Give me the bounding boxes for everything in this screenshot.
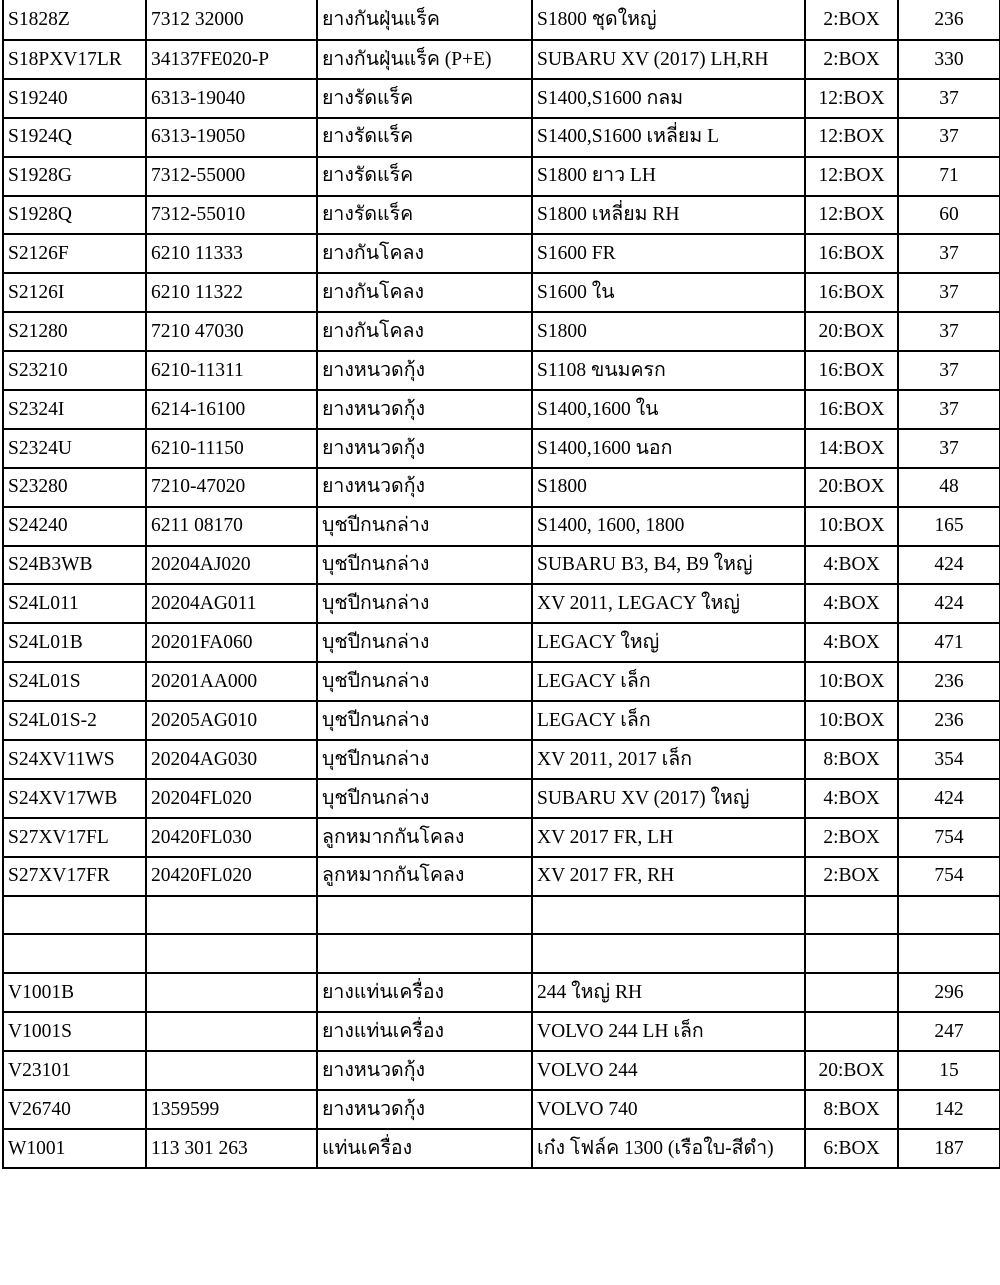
application-cell: S1600 FR [532, 234, 805, 273]
item-code-cell: S18PXV17LR [3, 40, 146, 79]
part-number-cell: 6210 11322 [146, 273, 317, 312]
pack-size-cell: 12:BOX [805, 157, 898, 196]
application-cell: S1800 [532, 312, 805, 351]
price-cell: 236 [898, 701, 1000, 740]
table-row [3, 973, 1000, 1012]
description-cell: ยางกันโคลง [317, 312, 532, 351]
part-number-cell [146, 1051, 317, 1090]
table-row [3, 468, 1000, 507]
application-cell: S1600 ใน [532, 273, 805, 312]
price-cell: 424 [898, 546, 1000, 585]
application-cell: 244 ใหญ่ RH [532, 973, 805, 1012]
part-number-cell: 6313-19050 [146, 118, 317, 157]
table-row [3, 234, 1000, 273]
table-row [3, 429, 1000, 468]
part-number-cell: 7210 47030 [146, 312, 317, 351]
price-cell: 354 [898, 740, 1000, 779]
part-number-cell [146, 934, 317, 973]
item-code-cell: S24B3WB [3, 546, 146, 585]
item-code-cell: S24XV11WS [3, 740, 146, 779]
table-row [3, 818, 1000, 857]
price-cell: 48 [898, 468, 1000, 507]
price-cell: 37 [898, 312, 1000, 351]
price-cell: 60 [898, 196, 1000, 235]
price-cell: 296 [898, 973, 1000, 1012]
application-cell: S1800 ยาว LH [532, 157, 805, 196]
description-cell: บุชปีกนกล่าง [317, 546, 532, 585]
item-code-cell: S19240 [3, 79, 146, 118]
part-number-cell: 20201FA060 [146, 623, 317, 662]
description-cell: ยางรัดแร็ค [317, 196, 532, 235]
table-row [3, 157, 1000, 196]
pack-size-cell: 16:BOX [805, 234, 898, 273]
pack-size-cell: 10:BOX [805, 701, 898, 740]
pack-size-cell: 10:BOX [805, 507, 898, 546]
item-code-cell: S2324U [3, 429, 146, 468]
price-cell: 37 [898, 273, 1000, 312]
item-code-cell: V26740 [3, 1090, 146, 1129]
pack-size-cell: 12:BOX [805, 79, 898, 118]
pack-size-cell: 8:BOX [805, 1090, 898, 1129]
description-cell: ยางหนวดกุ้ง [317, 390, 532, 429]
application-cell: SUBARU B3, B4, B9 ใหญ่ [532, 546, 805, 585]
price-cell: 187 [898, 1129, 1000, 1168]
description-cell: บุชปีกนกล่าง [317, 662, 532, 701]
pack-size-cell: 4:BOX [805, 584, 898, 623]
description-cell: แท่นเครื่อง [317, 1129, 532, 1168]
description-cell: ยางหนวดกุ้ง [317, 429, 532, 468]
part-number-cell: 7210-47020 [146, 468, 317, 507]
application-cell: S1400,S1600 เหลี่ยม L [532, 118, 805, 157]
part-number-cell: 20204AJ020 [146, 546, 317, 585]
price-cell: 754 [898, 857, 1000, 896]
table-row [3, 351, 1000, 390]
table-row [3, 1129, 1000, 1168]
pack-size-cell: 10:BOX [805, 662, 898, 701]
table-row [3, 507, 1000, 546]
application-cell: XV 2011, LEGACY ใหญ่ [532, 584, 805, 623]
pack-size-cell: 4:BOX [805, 623, 898, 662]
price-cell: 37 [898, 390, 1000, 429]
price-cell: 236 [898, 662, 1000, 701]
part-number-cell: 20205AG010 [146, 701, 317, 740]
item-code-cell: S27XV17FR [3, 857, 146, 896]
part-number-cell [146, 896, 317, 935]
item-code-cell: S1928Q [3, 196, 146, 235]
pack-size-cell: 8:BOX [805, 740, 898, 779]
part-number-cell: 6210 11333 [146, 234, 317, 273]
price-cell [898, 896, 1000, 935]
pack-size-cell [805, 1012, 898, 1051]
item-code-cell: V1001S [3, 1012, 146, 1051]
application-cell: LEGACY เล็ก [532, 662, 805, 701]
description-cell: ยางรัดแร็ค [317, 157, 532, 196]
table-row [3, 662, 1000, 701]
part-number-cell: 7312-55000 [146, 157, 317, 196]
price-cell: 165 [898, 507, 1000, 546]
item-code-cell: S24L01S-2 [3, 701, 146, 740]
pack-size-cell: 20:BOX [805, 468, 898, 507]
part-number-cell: 20201AA000 [146, 662, 317, 701]
part-number-cell: 6210-11311 [146, 351, 317, 390]
table-row [3, 79, 1000, 118]
description-cell: ยางแท่นเครื่อง [317, 973, 532, 1012]
pack-size-cell: 12:BOX [805, 196, 898, 235]
description-cell: บุชปีกนกล่าง [317, 584, 532, 623]
item-code-cell: S23210 [3, 351, 146, 390]
description-cell: ลูกหมากกันโคลง [317, 857, 532, 896]
item-code-cell: S2126F [3, 234, 146, 273]
price-cell: 471 [898, 623, 1000, 662]
item-code-cell: S1828Z [3, 0, 146, 40]
price-cell: 142 [898, 1090, 1000, 1129]
description-cell: ยางหนวดกุ้ง [317, 351, 532, 390]
table-row [3, 40, 1000, 79]
part-number-cell: 20420FL020 [146, 857, 317, 896]
pack-size-cell: 16:BOX [805, 273, 898, 312]
pack-size-cell: 12:BOX [805, 118, 898, 157]
table-row [3, 312, 1000, 351]
application-cell: S1800 [532, 468, 805, 507]
description-cell: ยางรัดแร็ค [317, 118, 532, 157]
item-code-cell: W1001 [3, 1129, 146, 1168]
part-number-cell: 20204AG030 [146, 740, 317, 779]
description-cell: บุชปีกนกล่าง [317, 623, 532, 662]
price-cell: 754 [898, 818, 1000, 857]
application-cell: S1108 ขนมครก [532, 351, 805, 390]
application-cell: XV 2017 FR, RH [532, 857, 805, 896]
application-cell: VOLVO 244 LH เล็ก [532, 1012, 805, 1051]
table-row [3, 1090, 1000, 1129]
item-code-cell: V1001B [3, 973, 146, 1012]
price-cell: 37 [898, 429, 1000, 468]
description-cell: บุชปีกนกล่าง [317, 779, 532, 818]
part-number-cell: 1359599 [146, 1090, 317, 1129]
item-code-cell: S2126I [3, 273, 146, 312]
pack-size-cell: 16:BOX [805, 390, 898, 429]
part-number-cell: 7312-55010 [146, 196, 317, 235]
table-row [3, 1051, 1000, 1090]
price-cell: 37 [898, 351, 1000, 390]
table-row [3, 623, 1000, 662]
part-number-cell: 6313-19040 [146, 79, 317, 118]
item-code-cell: S23280 [3, 468, 146, 507]
application-cell: S1400,S1600 กลม [532, 79, 805, 118]
part-number-cell: 6214-16100 [146, 390, 317, 429]
description-cell: บุชปีกนกล่าง [317, 701, 532, 740]
application-cell: XV 2011, 2017 เล็ก [532, 740, 805, 779]
price-cell: 236 [898, 0, 1000, 40]
description-cell: ยางกันโคลง [317, 234, 532, 273]
table-row [3, 546, 1000, 585]
application-cell: เก๋ง โฟล์ค 1300 (เรือใบ-สีดำ) [532, 1129, 805, 1168]
pack-size-cell: 4:BOX [805, 779, 898, 818]
price-cell: 37 [898, 118, 1000, 157]
item-code-cell: S1924Q [3, 118, 146, 157]
pack-size-cell: 2:BOX [805, 0, 898, 40]
application-cell: S1400,1600 นอก [532, 429, 805, 468]
table-row [3, 896, 1000, 935]
description-cell: ลูกหมากกันโคลง [317, 818, 532, 857]
price-cell: 424 [898, 584, 1000, 623]
application-cell: S1800 ชุดใหญ่ [532, 0, 805, 40]
description-cell: ยางรัดแร็ค [317, 79, 532, 118]
price-cell: 37 [898, 79, 1000, 118]
table-row [3, 1012, 1000, 1051]
description-cell: ยางหนวดกุ้ง [317, 1051, 532, 1090]
pack-size-cell: 4:BOX [805, 546, 898, 585]
table-row [3, 857, 1000, 896]
pack-size-cell [805, 973, 898, 1012]
application-cell: S1400, 1600, 1800 [532, 507, 805, 546]
item-code-cell: S24240 [3, 507, 146, 546]
item-code-cell: S21280 [3, 312, 146, 351]
price-cell: 424 [898, 779, 1000, 818]
description-cell: ยางกันฝุ่นแร็ค (P+E) [317, 40, 532, 79]
part-number-cell [146, 1012, 317, 1051]
pack-size-cell [805, 896, 898, 935]
description-cell: ยางแท่นเครื่อง [317, 1012, 532, 1051]
table-row [3, 701, 1000, 740]
application-cell: LEGACY เล็ก [532, 701, 805, 740]
part-number-cell: 20420FL030 [146, 818, 317, 857]
description-cell: ยางกันฝุ่นแร็ค [317, 0, 532, 40]
item-code-cell: S24XV17WB [3, 779, 146, 818]
item-code-cell: S27XV17FL [3, 818, 146, 857]
description-cell: บุชปีกนกล่าง [317, 507, 532, 546]
pack-size-cell: 2:BOX [805, 818, 898, 857]
description-cell: ยางกันโคลง [317, 273, 532, 312]
item-code-cell: S24L01S [3, 662, 146, 701]
table-row [3, 273, 1000, 312]
pack-size-cell: 2:BOX [805, 40, 898, 79]
table-row [3, 390, 1000, 429]
item-code-cell: S24L01B [3, 623, 146, 662]
table-row [3, 196, 1000, 235]
price-cell: 71 [898, 157, 1000, 196]
price-cell: 37 [898, 234, 1000, 273]
part-number-cell: 20204FL020 [146, 779, 317, 818]
part-number-cell: 6211 08170 [146, 507, 317, 546]
part-number-cell: 6210-11150 [146, 429, 317, 468]
application-cell: LEGACY ใหญ่ [532, 623, 805, 662]
item-code-cell: V23101 [3, 1051, 146, 1090]
table-row [3, 584, 1000, 623]
part-number-cell: 34137FE020-P [146, 40, 317, 79]
item-code-cell: S2324I [3, 390, 146, 429]
pack-size-cell: 2:BOX [805, 857, 898, 896]
pack-size-cell: 20:BOX [805, 312, 898, 351]
description-cell: ยางหนวดกุ้ง [317, 1090, 532, 1129]
part-number-cell: 7312 32000 [146, 0, 317, 40]
part-number-cell: 20204AG011 [146, 584, 317, 623]
table-row [3, 118, 1000, 157]
price-cell: 330 [898, 40, 1000, 79]
parts-table-body [3, 0, 1000, 1168]
price-cell: 247 [898, 1012, 1000, 1051]
parts-price-table [2, 0, 1000, 1169]
application-cell: XV 2017 FR, LH [532, 818, 805, 857]
pack-size-cell: 20:BOX [805, 1051, 898, 1090]
pack-size-cell: 6:BOX [805, 1129, 898, 1168]
application-cell: SUBARU XV (2017) LH,RH [532, 40, 805, 79]
application-cell [532, 896, 805, 935]
application-cell [532, 934, 805, 973]
item-code-cell: S24L011 [3, 584, 146, 623]
item-code-cell: S1928G [3, 157, 146, 196]
item-code-cell [3, 896, 146, 935]
description-cell [317, 896, 532, 935]
description-cell [317, 934, 532, 973]
description-cell: บุชปีกนกล่าง [317, 740, 532, 779]
application-cell: S1800 เหลี่ยม RH [532, 196, 805, 235]
table-row [3, 0, 1000, 40]
part-number-cell [146, 973, 317, 1012]
pack-size-cell: 16:BOX [805, 351, 898, 390]
item-code-cell [3, 934, 146, 973]
pack-size-cell: 14:BOX [805, 429, 898, 468]
application-cell: S1400,1600 ใน [532, 390, 805, 429]
pack-size-cell [805, 934, 898, 973]
price-cell [898, 934, 1000, 973]
table-row [3, 779, 1000, 818]
application-cell: SUBARU XV (2017) ใหญ่ [532, 779, 805, 818]
application-cell: VOLVO 244 [532, 1051, 805, 1090]
part-number-cell: 113 301 263 [146, 1129, 317, 1168]
table-row [3, 740, 1000, 779]
application-cell: VOLVO 740 [532, 1090, 805, 1129]
table-row [3, 934, 1000, 973]
description-cell: ยางหนวดกุ้ง [317, 468, 532, 507]
price-cell: 15 [898, 1051, 1000, 1090]
